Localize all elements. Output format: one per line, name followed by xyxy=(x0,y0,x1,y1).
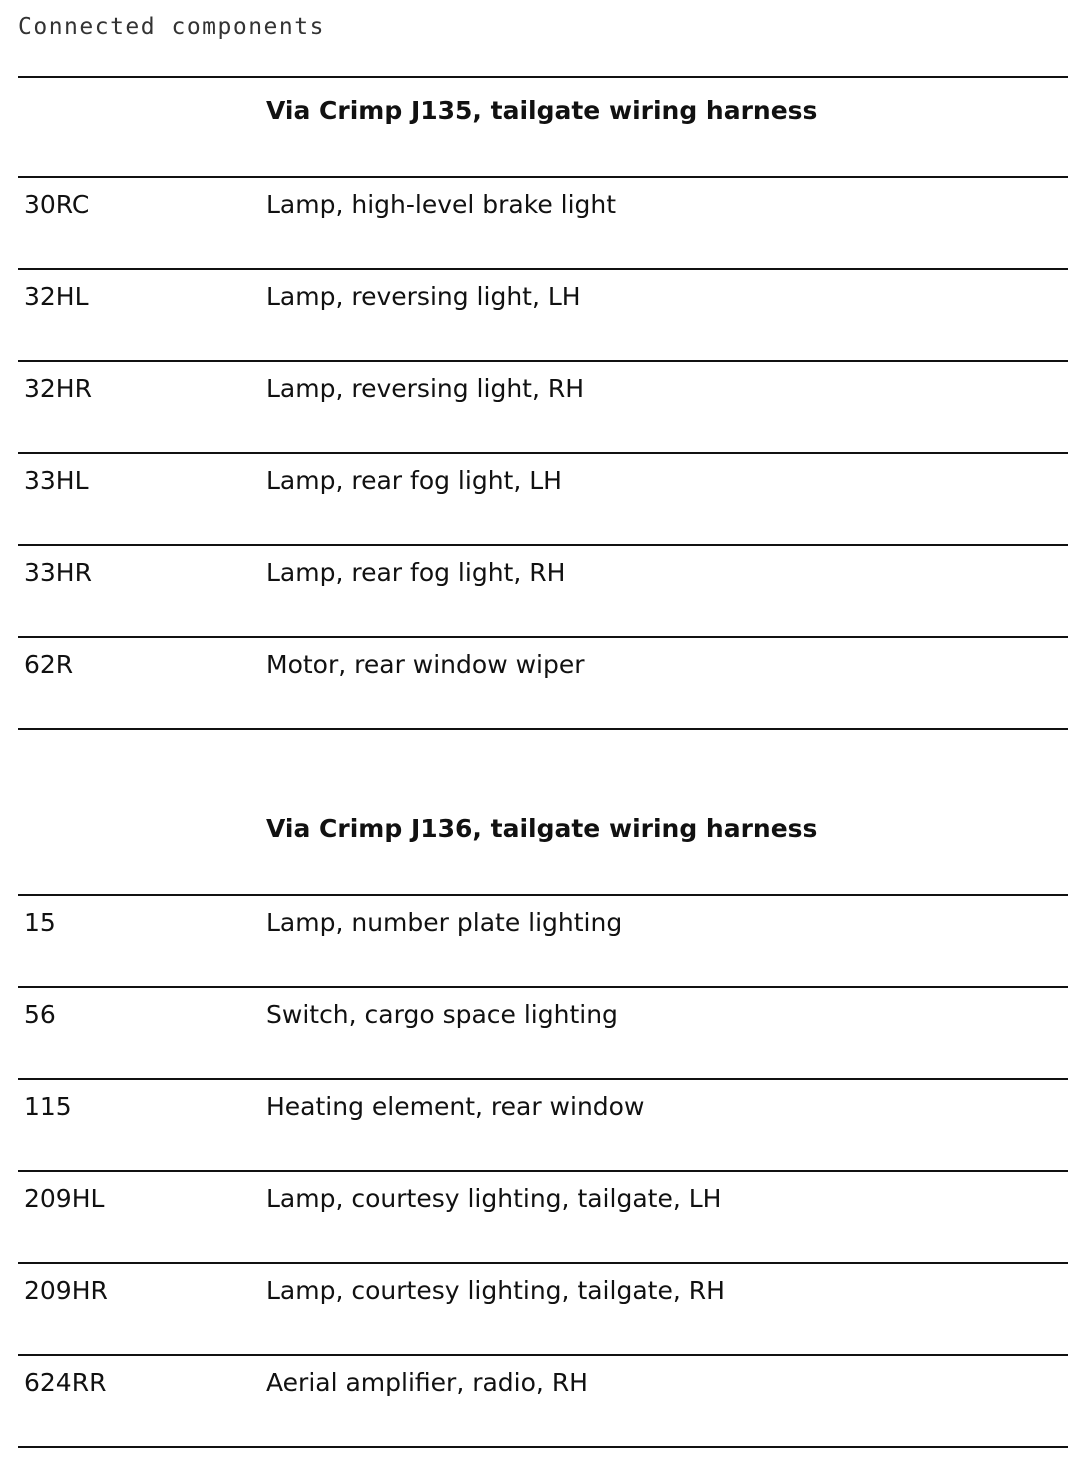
component-description: Lamp, courtesy lighting, tailgate, LH xyxy=(266,1184,722,1213)
component-code: 56 xyxy=(24,1000,56,1029)
component-code: 209HR xyxy=(24,1276,108,1305)
table-row xyxy=(18,176,1068,268)
section-header xyxy=(18,796,1068,894)
component-code: 33HL xyxy=(24,466,89,495)
table-row xyxy=(18,636,1068,730)
component-description: Lamp, rear fog light, RH xyxy=(266,558,566,587)
component-code: 33HR xyxy=(24,558,92,587)
component-code: 30RC xyxy=(24,190,90,219)
component-description: Lamp, number plate lighting xyxy=(266,908,623,937)
component-description: Aerial amplifier, radio, RH xyxy=(266,1368,588,1397)
table-row xyxy=(18,268,1068,360)
component-description: Lamp, high-level brake light xyxy=(266,190,617,219)
component-list xyxy=(18,894,1068,1448)
section-heading: Via Crimp J135, tailgate wiring harness xyxy=(266,96,818,125)
component-code: 624RR xyxy=(24,1368,107,1397)
table-row xyxy=(18,1078,1068,1170)
table-row xyxy=(18,544,1068,636)
component-code: 209HL xyxy=(24,1184,105,1213)
page-title: Connected components xyxy=(18,14,325,40)
component-code: 62R xyxy=(24,650,74,679)
component-list xyxy=(18,176,1068,730)
component-description: Lamp, reversing light, LH xyxy=(266,282,581,311)
table-row xyxy=(18,1354,1068,1448)
component-description: Lamp, rear fog light, LH xyxy=(266,466,562,495)
component-code: 32HR xyxy=(24,374,92,403)
table-row xyxy=(18,1262,1068,1354)
component-description: Lamp, reversing light, RH xyxy=(266,374,585,403)
section-j135 xyxy=(18,76,1068,730)
section-header xyxy=(18,76,1068,176)
section-heading: Via Crimp J136, tailgate wiring harness xyxy=(266,814,818,843)
component-code: 15 xyxy=(24,908,56,937)
component-description: Lamp, courtesy lighting, tailgate, RH xyxy=(266,1276,725,1305)
table-row xyxy=(18,986,1068,1078)
component-code: 32HL xyxy=(24,282,89,311)
section-j136 xyxy=(18,796,1068,1448)
table-row xyxy=(18,452,1068,544)
table-row xyxy=(18,1170,1068,1262)
component-description: Switch, cargo space lighting xyxy=(266,1000,618,1029)
component-code: 115 xyxy=(24,1092,72,1121)
component-description: Heating element, rear window xyxy=(266,1092,645,1121)
component-description: Motor, rear window wiper xyxy=(266,650,585,679)
table-row xyxy=(18,894,1068,986)
table-row xyxy=(18,360,1068,452)
